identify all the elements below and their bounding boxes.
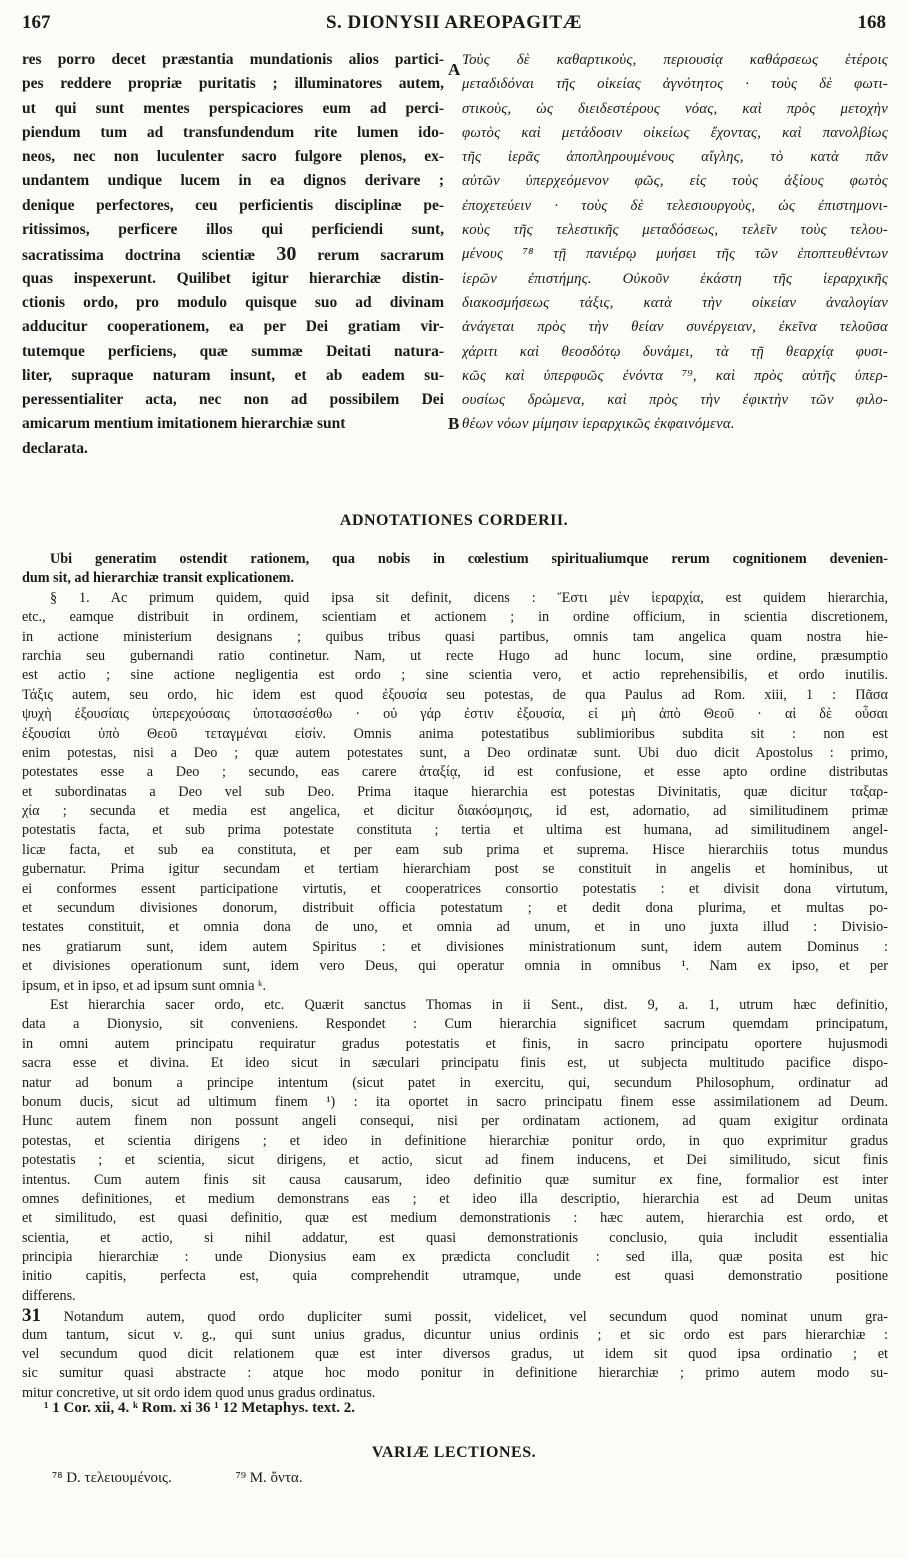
annotation-line: est actio ; sine actione negligentia est ordo ; sine scientia vero, et actio reprehensibilis, et ordo inutilis. <box>22 667 888 684</box>
latin-line: declarata. <box>22 439 88 457</box>
section-number-30: 30 <box>276 243 297 266</box>
greek-line: ἐποχετεύειν · τοὺς δὲ τελεσιουργοὺς, ὡς ἐπιστημονι- <box>462 197 888 214</box>
annotation-line: ipsum, et in ipso, et ad ipsum sunt omnia ᵏ. <box>22 977 267 994</box>
latin-line: liter, supraque naturam insunt, et ab eadem su- <box>22 366 444 384</box>
annotation-line: § 1. Ac primum quidem, quid ipsa sit definit, dicens : Ἔστι μὲν ἱεραρχία, est quidem hierarchia, <box>50 589 888 606</box>
margin-marker-b: B <box>448 414 460 433</box>
annotation-line: χία ; secunda et media est angelica, et dicitur διακόσμησις, id est, adornatio, ad similitudinem primæ <box>22 803 888 820</box>
parallel-text <box>22 48 888 463</box>
variae-lectiones <box>52 1470 362 1487</box>
annotation-line: testates constituit, et omnia dona de uno, et omnia ad unum, et in uno juxta illud : Divisio- <box>22 919 888 936</box>
latin-line: ctionis ordo, pro modulo quisque suo ad divinam <box>22 293 444 311</box>
annotation-line: differens. <box>22 1287 76 1304</box>
latin-line: ut qui sunt mentes perspicaciores eum ad perci- <box>22 99 444 117</box>
latin-line-text: sacratissima doctrina scientiæ <box>22 247 256 265</box>
latin-line: tutemque perficiens, quæ summæ Deitati natura- <box>22 342 444 360</box>
greek-line: αὐτῶν ὑπερχεόμενον φῶς, εἰς τοὺς ἀξίους φωτὸς <box>462 173 888 190</box>
latin-line: neos, nec non luculenter sacro fulgore plenos, ex- <box>22 148 444 166</box>
latin-line: pes reddere propriæ puritatis ; illuminatores autem, <box>22 75 444 93</box>
margin-marker-a: A <box>448 60 461 79</box>
page-header <box>22 12 886 42</box>
annotation-line: potestatis ; et scientia, sicut dirigens, et actio, sicut ad finem inducens, et Dei similitudo, sicut finis <box>22 1152 888 1169</box>
page-number-right: 168 <box>857 12 886 33</box>
annotation-line: enim potestas, nisi a Deo ; quæ autem potestates sunt, a Deo ordinatæ sunt. Ubi duo dicit Apostolus : primo, <box>22 744 888 761</box>
greek-line: μένους ⁷⁸ τῇ πανιέρῳ μυήσει τῆς τῶν ἐποπτευθέντων <box>462 246 888 263</box>
annotation-line: sic sumitur quasi abstracte : atque hoc modo ponitur in definitione hierarchiæ ; primo autem modo su- <box>22 1365 888 1382</box>
annotation-line: dum tantum, sicut v. g., qui sunt unius gradus, dicuntur unius ordinis ; et sic ordo est pars hierarchiæ : <box>22 1326 888 1343</box>
annotation-line <box>22 1306 888 1325</box>
greek-line: κοὺς τῆς τελεστικῆς μεταδόσεως, τελεῖν τοὺς τελου- <box>462 222 888 239</box>
greek-line: φωτὸς καὶ μετάδοσιν οἰκείως ἔχοντας, καὶ πανολβίως <box>462 124 888 141</box>
footnotes: ¹ 1 Cor. xii, 4. ᵏ Rom. xi 36 ¹ 12 Metaphys. text. 2. <box>44 1400 355 1416</box>
annotation-line: potestatis facta, et sub prima potestate constituta ; tertia et ultima est humana, ad similitudinem angel- <box>22 822 888 839</box>
latin-line: denique perfectores, ceu perficientis disciplinæ pe- <box>22 196 444 214</box>
annotation-line: Τάξις autem, seu ordo, hic idem est quod ἐξουσία seu potestas, de qua Paulus ad Rom. xiii, 1 : Πᾶσα <box>22 686 888 703</box>
annotation-line: vel secundum quod dicit relationem quæ est inter diversos gradus, ut idem sit quod ipsa ordinatio ; et <box>22 1346 888 1363</box>
annotation-line: in actione ministerium designans ; quibus tribus quasi partibus, omnis tam angelica quam nostra hie- <box>22 628 888 645</box>
adnotationes-title: ADNOTATIONES CORDERII. <box>339 512 569 529</box>
annotation-line: omnes definitiones, et medium demonstrans eas ; et ideo illa descriptio, hierarchia est ad Deum unitas <box>22 1190 888 1207</box>
latin-line: peressentialiter acta, nec non ad possibilem Dei <box>22 391 444 409</box>
annotation-line: natur ad bonum a principe intentum (sicut patet in exercitu, qui, secundum Philosophum, ordinatur ad <box>22 1074 888 1091</box>
annotation-line: Est hierarchia sacer ordo, etc. Quærit sanctus Thomas in ii Sent., dist. 9, a. 1, utrum hæc definitio, <box>50 996 888 1013</box>
page-number-left: 167 <box>22 12 51 33</box>
annotations-body <box>22 550 888 1403</box>
annotation-line: sacra esse et divina. Et ideo sicut in sæculari principatu finis est, ut subjecta multitudo pacifice dispo- <box>22 1055 888 1072</box>
greek-line: ἀνάγεται πρὸς τὴν θείαν συνέργειαν, ἐκεῖνα τελοῦσα <box>462 319 888 336</box>
greek-line: κῶς καὶ ὑπερφυῶς ἐνόντα ⁷⁹, καὶ πρὸς αὐτῆς ὑπερ- <box>462 367 888 384</box>
greek-line: στικοὺς, ὡς διειδεστέρους νόας, καὶ πρὸς μετοχὴν <box>462 100 888 117</box>
annotation-line: et divisiones operationum sunt, idem vero Deus, qui operatur omnia in omnibus ¹. Nam ex ipso, et per <box>22 958 888 975</box>
annotation-line: etc., eamque distribuit in ordinem, scientiam et actionem ; in ordine officium, in scientia discretionem, <box>22 609 888 626</box>
annotation-line: initio capitis, perfecta est, quia comprehendit utramque, unde est quasi demonstratio positione <box>22 1268 888 1285</box>
annotation-line: ἐξουσίαι ὑπὸ Θεοῦ τεταγμέναι εἰσίν. Omnis anima potestatibus sublimioribus subdita sit : non est <box>22 725 888 742</box>
annotation-line: data a Dionysio, sit conveniens. Respondet : Cum hierarchia significet sacrum quemdam principatum, <box>22 1016 888 1033</box>
annotation-line: potestas, et scientia dirigens ; et ideo in definitione hierarchiæ ponitur ordo, in quo exprimitur gradus <box>22 1132 888 1149</box>
running-title: S. DIONYSII AREOPAGITÆ <box>325 12 583 33</box>
greek-line: μεταδιδόναι τῆς οἰκείας ἁγνότητος · τοὺς δὲ φωτι- <box>462 76 888 93</box>
latin-line: ritissimos, perficere illos qui perficiendi sunt, <box>22 221 444 239</box>
latin-line: amicarum mentium imitationem hierarchiæ sunt <box>22 415 346 433</box>
annotation-line: gubernatur. Prima igitur secundam et tertiam hierarchiam post se constituit in angelis et hominibus, ut <box>22 861 888 878</box>
annotation-line: scientia, et actio, si nihil addatur, est quasi demonstrationis conclusio, quia includit essentialia <box>22 1229 888 1246</box>
latin-line <box>22 242 444 266</box>
variae-lectiones-title: VARIÆ LECTIONES. <box>371 1444 537 1461</box>
section-number-31: 31 <box>22 1306 41 1326</box>
annotation-line: potestates esse a Deo ; secundo, eas carere ἀταξίᾳ, id est confusione, et esse apto ordine distributas <box>22 764 888 781</box>
annotation-line: licæ facta, et sub ea constituta, et per eam sub prima et suprema. Hisce hierarchiis totus mundus <box>22 841 888 858</box>
annotation-line: nes gratiarum sunt, idem autem Spiritus : et divisiones ministrationum sunt, idem autem Dominus : <box>22 938 888 955</box>
latin-line: undantem undique lucem in ea dignos derivare ; <box>22 172 444 190</box>
annotation-line: intentus. Cum autem finis sit causa causarum, ideo definitio quæ sumitur ex fine, formalior est inter <box>22 1171 888 1188</box>
annotation-line: Hunc autem finem non possunt angeli consequi, nisi per ordinatam actionem, ad quam exigitur ordinata <box>22 1113 888 1130</box>
annotation-line: in omni autem principatu requiratur gradus potestatis et finis, in sacro principatu oportere hujusmodi <box>22 1035 888 1052</box>
greek-line: θέων νόων μίμησιν ἱεραρχικῶς ἐκφαινόμενα. <box>462 416 735 433</box>
latin-column <box>22 48 444 461</box>
annotation-line: dum sit, ad hierarchiæ transit explicationem. <box>22 570 295 587</box>
annotation-line: ei conformes essent participatione virtutis, et cooperatrices consortio potestatis : et divisit dona virtutum, <box>22 880 888 897</box>
annotation-line: principia hierarchiæ : unde Dionysius eam ex prædicta concludit : sed illa, quæ posita est hic <box>22 1249 888 1266</box>
greek-line: ουσίως δρώμενα, καὶ πρὸς τὴν ἐφικτὴν τῶν φιλο- <box>462 392 888 409</box>
annotation-line: et secundum divisiones donorum, distribuit officia potestatum ; et dedit dona plurima, et multas po- <box>22 900 888 917</box>
annotation-line: et subordinatas a Deo vel sub Deo. Prima itaque hierarchia est potestas Divinitatis, quæ dicitur ταξαρ- <box>22 783 888 800</box>
greek-line: Τοὺς δὲ καθαρτικοὺς, περιουσίᾳ καθάρσεως ἑτέροις <box>462 52 888 68</box>
latin-line: adducitur cooperationem, ea per Dei gratiam vir- <box>22 318 444 336</box>
annotation-line: Ubi generatim ostendit rationem, qua nobis in cœlestium spiritualiumque rerum cognitionem devenien- <box>50 551 888 567</box>
annotation-line: mitur concretive, ut sit ordo idem quod unus gradus ordinatus. <box>22 1384 376 1401</box>
greek-line: χάριτι καὶ θεοσδότῳ δυνάμει, τὰ τῇ θεαρχίᾳ φυσι- <box>462 343 888 360</box>
latin-line: res porro decet præstantia mundationis alios partici- <box>22 51 444 68</box>
greek-line: ἱερῶν ἐπιστήμης. Οὐκοῦν ἑκάστη τῆς ἱεραρχικῆς <box>462 270 888 287</box>
greek-line: τῆς ἱερᾶς ἀποπληρουμένους αἴγλης, τὸ κατὰ πᾶν <box>462 149 888 166</box>
latin-line: quas inspexerunt. Quilibet igitur hierarchiæ distin- <box>22 269 444 287</box>
annotation-line: bonum ducis, sicut ad ultimum finem ¹) : ita oportet in sacro principatu finem esse assimilationem ad Deum. <box>22 1093 888 1110</box>
greek-column <box>462 48 888 437</box>
variant-78: ⁷⁸ D. τελειουμένοις. <box>52 1470 172 1486</box>
annotation-line-text: Notandum autem, quod ordo dupliciter sumi possit, videlicet, vel secundum quod nominat unum gra- <box>63 1309 888 1326</box>
greek-line: διακοσμήσεως τάξις, κατὰ τὴν οἰκείαν ἀναλογίαν <box>462 294 888 311</box>
variant-79: ⁷⁹ M. ὄντα. <box>235 1470 303 1486</box>
annotation-line: et similitudo, est quasi definitio, quæ est medium demonstrationis : hæc autem, hierarchia est ordo, et <box>22 1210 888 1227</box>
latin-line: piendum tum ad transfundendum rite lumen ido- <box>22 123 444 141</box>
latin-line-tail: rerum sacrarum <box>317 247 444 265</box>
annotation-line: rarchia seu gubernandi ratio continetur. Nam, ut recte Hugo ad hunc locum, sine ordine, præsumptio <box>22 647 888 664</box>
annotation-line: ψυχὴ ἐξουσίαις ὑπερεχούσαις ὑποτασσέσθω · οὐ γάρ ἐστιν ἐξουσία, εἰ μὴ ἀπὸ Θεοῦ · αἱ δὲ οὖσαι <box>22 706 888 723</box>
